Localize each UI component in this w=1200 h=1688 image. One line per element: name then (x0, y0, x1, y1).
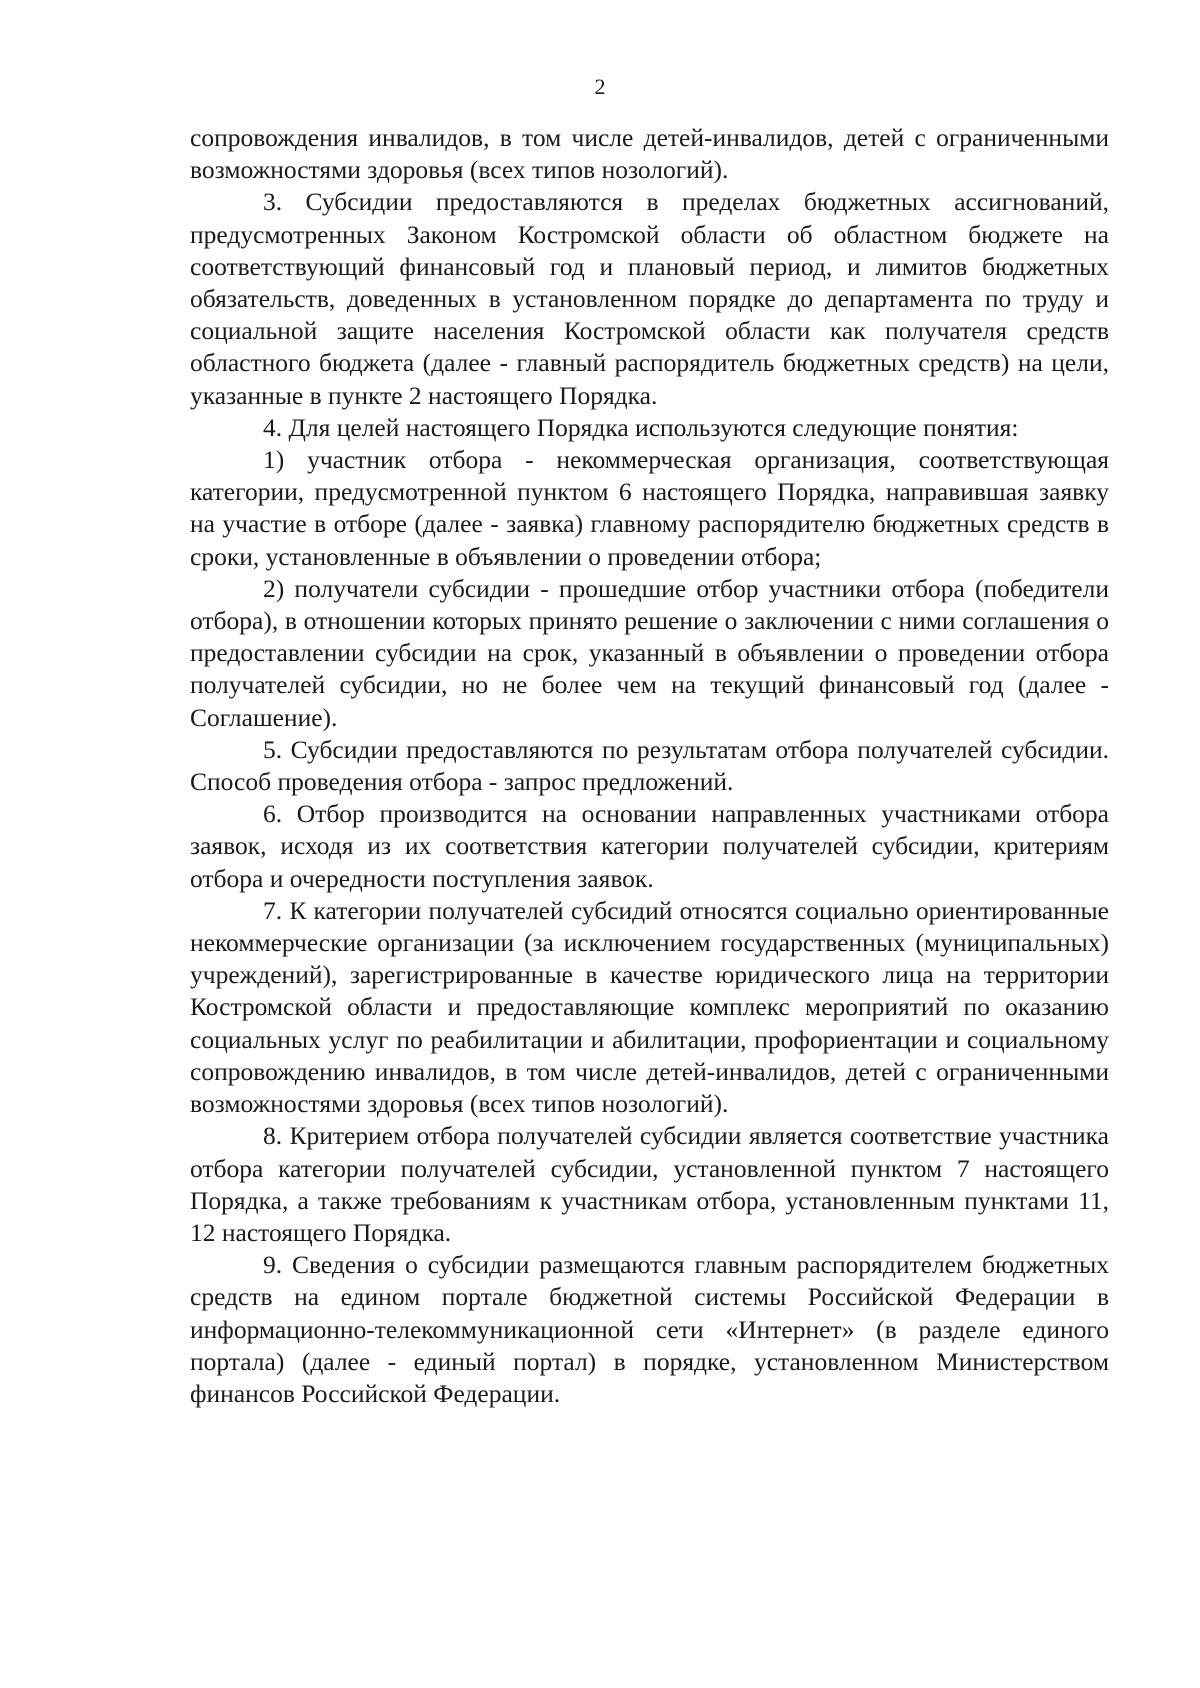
paragraph-item-5: 5. Субсидии предоставляются по результатам отбора получателей субсидии. Способ проведения отбора - запрос предложений. (190, 734, 1109, 797)
paragraph-item-8: 8. Критерием отбора получателей субсидии является соответствие участника отбора категории получателей субсидии, установленной пунктом 7 настоящего Порядка, а также требованиям к участникам отбора, установленным пунктами 11, 12 настоящего Порядка. (190, 1121, 1109, 1247)
paragraph-item-9: 9. Сведения о субсидии размещаются главным распорядителем бюджетных средств на едином портале бюджетной системы Российской Федерации в информационно-телекоммуникационной сети «Интернет» (в разделе единого портала) (далее - единый портал) в порядке, установленном Министерством финансов Российской Федерации. (190, 1250, 1109, 1408)
page-number: 2 (594, 74, 606, 99)
paragraph-item-6: 6. Отбор производится на основании направленных участниками отбора заявок, исходя из их соответствия категории получателей субсидии, критериям отбора и очередности поступления заявок. (190, 799, 1109, 893)
paragraph-item-4: 4. Для целей настоящего Порядка используются следующие понятия: (263, 412, 1019, 442)
paragraph-item-4-2: 2) получатели субсидии - прошедшие отбор участники отбора (победители отбора), в отношении которых принято решение о заключении с ними соглашения о предоставлении субсидии на срок, указанный в объявлении о проведении отбора получателей субсидии, но не более чем на текущий финансовый год (далее - Соглашение). (190, 573, 1109, 732)
paragraph-item-7: 7. К категории получателей субсидий относятся социально ориентированные некоммерческие организации (за исключением государственных (муниципальных) учреждений), зарегистрированные в качестве юридического лица на территории Костромской области и предоставляющие комплекс мероприятий по оказанию социальных услуг по реабилитации и абилитации, профориентации и социальному сопровождению инвалидов, в том числе детей-инвалидов, детей с ограниченными возможностями здоровья (всех типов нозологий). (190, 895, 1109, 1119)
document-body (190, 122, 1109, 1410)
paragraph-item-3: 3. Субсидии предоставляются в пределах бюджетных ассигнований, предусмотренных Законом Костромской области об областном бюджете на соответствующий финансовый год и плановый период, и лимитов бюджетных обязательств, доведенных в установленном порядке до департамента по труду и социальной защите населения Костромской области как получателя средств областного бюджета (далее - главный распорядитель бюджетных средств) на цели, указанные в пункте 2 настоящего Порядка. (190, 187, 1109, 410)
paragraph-item-4-1: 1) участник отбора - некоммерческая организация, соответствующая категории, предусмотренной пунктом 6 настоящего Порядка, направившая заявку на участие в отборе (далее - заявка) главному распорядителю бюджетных средств в сроки, установленные в объявлении о проведении отбора; (190, 445, 1109, 571)
paragraph-continuation: сопровождения инвалидов, в том числе детей-инвалидов, детей с ограниченными возможностями здоровья (всех типов нозологий). (190, 123, 1109, 185)
